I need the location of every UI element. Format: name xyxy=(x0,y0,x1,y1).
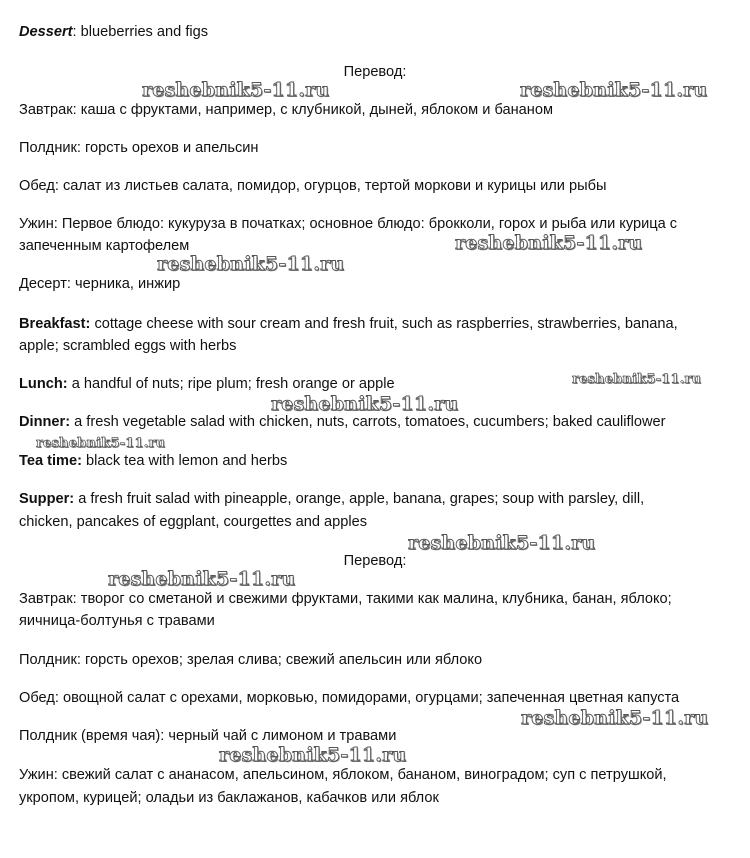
translation2-breakfast-line1: Завтрак: творог со сметаной и свежими фруктами, такими как малина, клубника, банан, яблоко; xyxy=(19,591,672,607)
translation1-breakfast: Завтрак: каша с фруктами, например, с клубникой, дыней, яблоком и бананом xyxy=(19,102,553,118)
breakfast-text-1: cottage cheese with sour cream and fresh fruit, such as raspberries, strawberries, banana, xyxy=(90,316,678,332)
translation1-lunch: Обед: салат из листьев салата, помидор, огурцов, тертой моркови и курицы или рыбы xyxy=(19,178,607,194)
tea-time-line xyxy=(19,452,287,470)
lunch-label: Lunch: xyxy=(19,376,68,392)
watermark: reshebnik5-11.ru xyxy=(520,79,708,101)
translation2-supper-line2: укропом, курицей; оладьи из баклажанов, кабачков или яблок xyxy=(19,790,439,806)
dinner-label: Dinner: xyxy=(19,414,71,430)
supper-line1 xyxy=(19,490,644,508)
translation1-dessert: Десерт: черника, инжир xyxy=(19,276,181,292)
tea-time-label: Tea time: xyxy=(19,453,82,469)
translation2-supper-line1: Ужин: свежий салат с ананасом, апельсином, яблоком, бананом, виноградом; суп с петрушкой, xyxy=(19,767,667,783)
supper-text-1: a fresh fruit salad with pineapple, orange, apple, banana, grapes; soup with parsley, dill, xyxy=(74,491,645,507)
supper-line2: chicken, pancakes of eggplant, courgettes and apples xyxy=(19,514,368,530)
translation2-breakfast-line2: яичница-болтунья с травами xyxy=(19,613,215,629)
dessert-text: : blueberries and figs xyxy=(72,24,209,40)
tea-time-text: black tea with lemon and herbs xyxy=(82,453,288,469)
watermark: reshebnik5-11.ru xyxy=(219,744,407,766)
watermark: reshebnik5-11.ru xyxy=(36,436,166,451)
translation-heading-1: Перевод: xyxy=(343,64,407,80)
watermark: reshebnik5-11.ru xyxy=(142,79,330,101)
breakfast-line1 xyxy=(19,315,678,333)
dessert-label: Dessert xyxy=(19,24,73,40)
watermark: reshebnik5-11.ru xyxy=(108,568,296,590)
watermark: reshebnik5-11.ru xyxy=(157,253,345,275)
lunch-line xyxy=(19,375,395,393)
lunch-text: a handful of nuts; ripe plum; fresh orange or apple xyxy=(67,376,395,392)
translation2-tea: Полдник (время чая): черный чай с лимоном и травами xyxy=(19,728,397,744)
dessert-line xyxy=(19,23,208,41)
dinner-line xyxy=(19,413,665,431)
watermark: reshebnik5-11.ru xyxy=(572,372,702,387)
translation1-dinner-line2: запеченным картофелем xyxy=(19,238,190,254)
watermark: reshebnik5-11.ru xyxy=(455,232,643,254)
translation1-dinner-line1: Ужин: Первое блюдо: кукуруза в початках; основное блюдо: брокколи, горох и рыба или курица с xyxy=(19,216,678,232)
breakfast-line2: apple; scrambled eggs with herbs xyxy=(19,338,237,354)
translation1-snack: Полдник: горсть орехов и апельсин xyxy=(19,140,259,156)
supper-label: Supper: xyxy=(19,491,75,507)
translation2-snack: Полдник: горсть орехов; зрелая слива; свежий апельсин или яблоко xyxy=(19,652,483,668)
watermark: reshebnik5-11.ru xyxy=(521,707,709,729)
watermark: reshebnik5-11.ru xyxy=(271,393,459,415)
breakfast-label: Breakfast: xyxy=(19,316,91,332)
translation2-lunch: Обед: овощной салат с орехами, морковью, помидорами, огурцами; запеченная цветная капуста xyxy=(19,690,680,706)
translation-heading-2: Перевод: xyxy=(343,553,407,569)
watermark: reshebnik5-11.ru xyxy=(408,532,596,554)
dinner-text: a fresh vegetable salad with chicken, nuts, carrots, tomatoes, cucumbers; baked cauliflower xyxy=(70,414,666,430)
